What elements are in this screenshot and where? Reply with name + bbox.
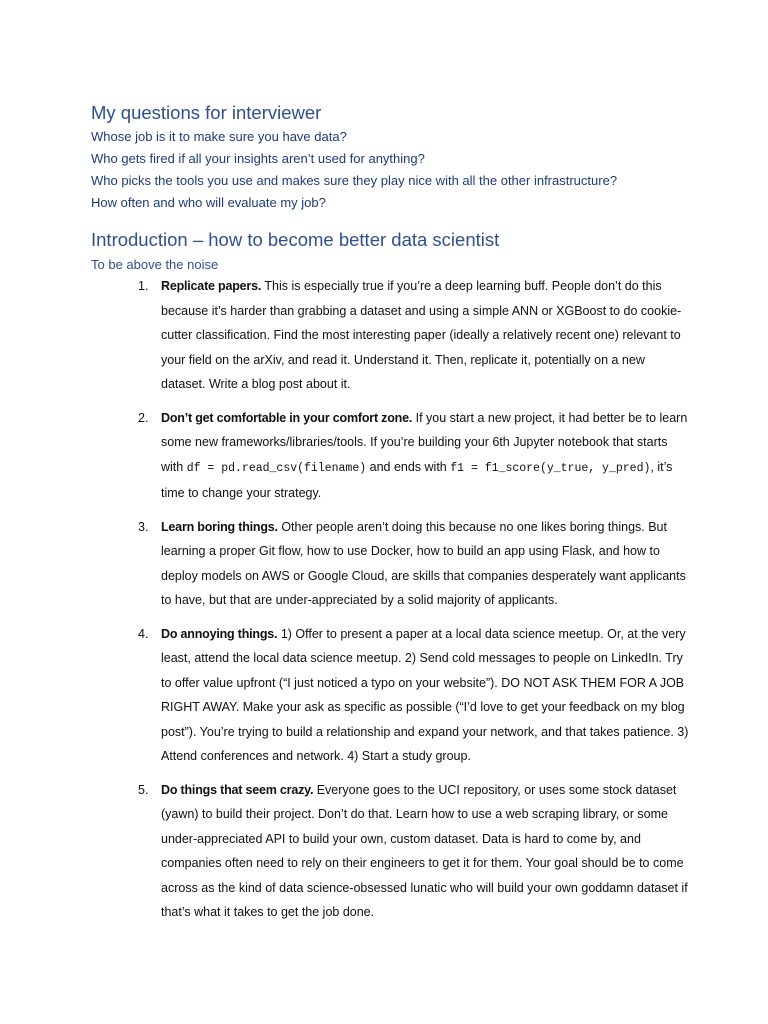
list-item-text: If you start a new project, it had better be to learn some new frameworks/libraries/tools. If you’re building your 6th Jupyter notebook that starts with [161, 410, 688, 474]
list-item-text: Everyone goes to the UCI repository, or uses some stock dataset (yawn) to build their project. Don’t do that. Learn how to use a web scraping library, or some under-appreciated API to build your own, custom dataset. Data is hard to come by, and companies often need to rely on their engineers to get it for them. Your goal should be to come across as the kind of data science-obsessed lunatic who will build your own goddamn dataset if that’s what it takes to get the job done. [161, 782, 688, 919]
list-item-body [161, 404, 691, 506]
list-item-body [161, 776, 691, 925]
question-line-2: Who gets fired if all your insights aren’t used for anything? [91, 151, 425, 166]
list-item-lead: Do things that seem crazy. [161, 782, 314, 797]
list-item-text: and ends with [366, 459, 451, 474]
list-item-number: 4. [138, 626, 149, 641]
intro-heading: Introduction – how to become better data scientist [91, 229, 500, 250]
question-line-3: Who picks the tools you use and makes sure they play nice with all the other infrastructure? [91, 173, 618, 188]
list-item-text: Other people aren’t doing this because no one likes boring things. But learning a proper Git flow, how to use Docker, how to build an app using Flask, and how to deploy models on AWS or Google Cloud, are skills that companies desperately want applicants to have, but that are under-appreciated by a solid majority of applicants. [161, 519, 686, 607]
question-line-4: How often and who will evaluate my job? [91, 195, 326, 210]
list-item-body [161, 513, 691, 613]
list-item [0, 272, 768, 397]
code-snippet: f1 = f1_score(y_true, y_pred) [450, 461, 651, 475]
list-item [0, 776, 768, 925]
list-item-number: 5. [138, 782, 149, 797]
list-item-number: 2. [138, 410, 149, 425]
list-item-lead: Do annoying things. [161, 626, 278, 641]
list-item [0, 513, 768, 613]
intro-subheading: To be above the noise [91, 257, 219, 272]
questions-heading: My questions for interviewer [91, 102, 322, 123]
list-item-lead: Learn boring things. [161, 519, 278, 534]
question-line-1: Whose job is it to make sure you have data? [91, 129, 347, 144]
list-item [0, 620, 768, 769]
tips-list [0, 272, 768, 932]
list-item-lead: Don’t get comfortable in your comfort zone. [161, 410, 413, 425]
code-snippet: df = pd.read_csv(filename) [186, 461, 367, 475]
list-item-text: , it’s time to change your strategy. [161, 459, 673, 500]
list-item [0, 404, 768, 506]
list-item-body [161, 620, 691, 769]
list-item-number: 1. [138, 279, 149, 293]
list-item-text: 1) Offer to present a paper at a local data science meetup. Or, at the very least, attend the local data science meetup. 2) Send cold messages to people on LinkedIn. Try to offer value upfront (“I just noticed a typo on your website”). DO NOT ASK THEM FOR A JOB RIGHT AWAY. Make your ask as specific as possible (“I’d love to get your feedback on my blog post”). You’re trying to build a relationship and expand your network, and that takes patience. 3) Attend conferences and network. 4) Start a study group. [161, 626, 689, 763]
list-item-lead: Replicate papers. [161, 279, 262, 293]
list-item-text: This is especially true if you’re a deep learning buff. People don’t do this because it’s harder than grabbing a dataset and using a simple ANN or XGBoost to do cookie-cutter classification. Find the most interesting paper (ideally a relatively recent one) relevant to your field on the arXiv, and read it. Understand it. Then, replicate it, potentially on a new dataset. Write a blog post about it. [161, 279, 682, 391]
list-item-body [161, 272, 691, 397]
list-item-number: 3. [138, 519, 149, 534]
